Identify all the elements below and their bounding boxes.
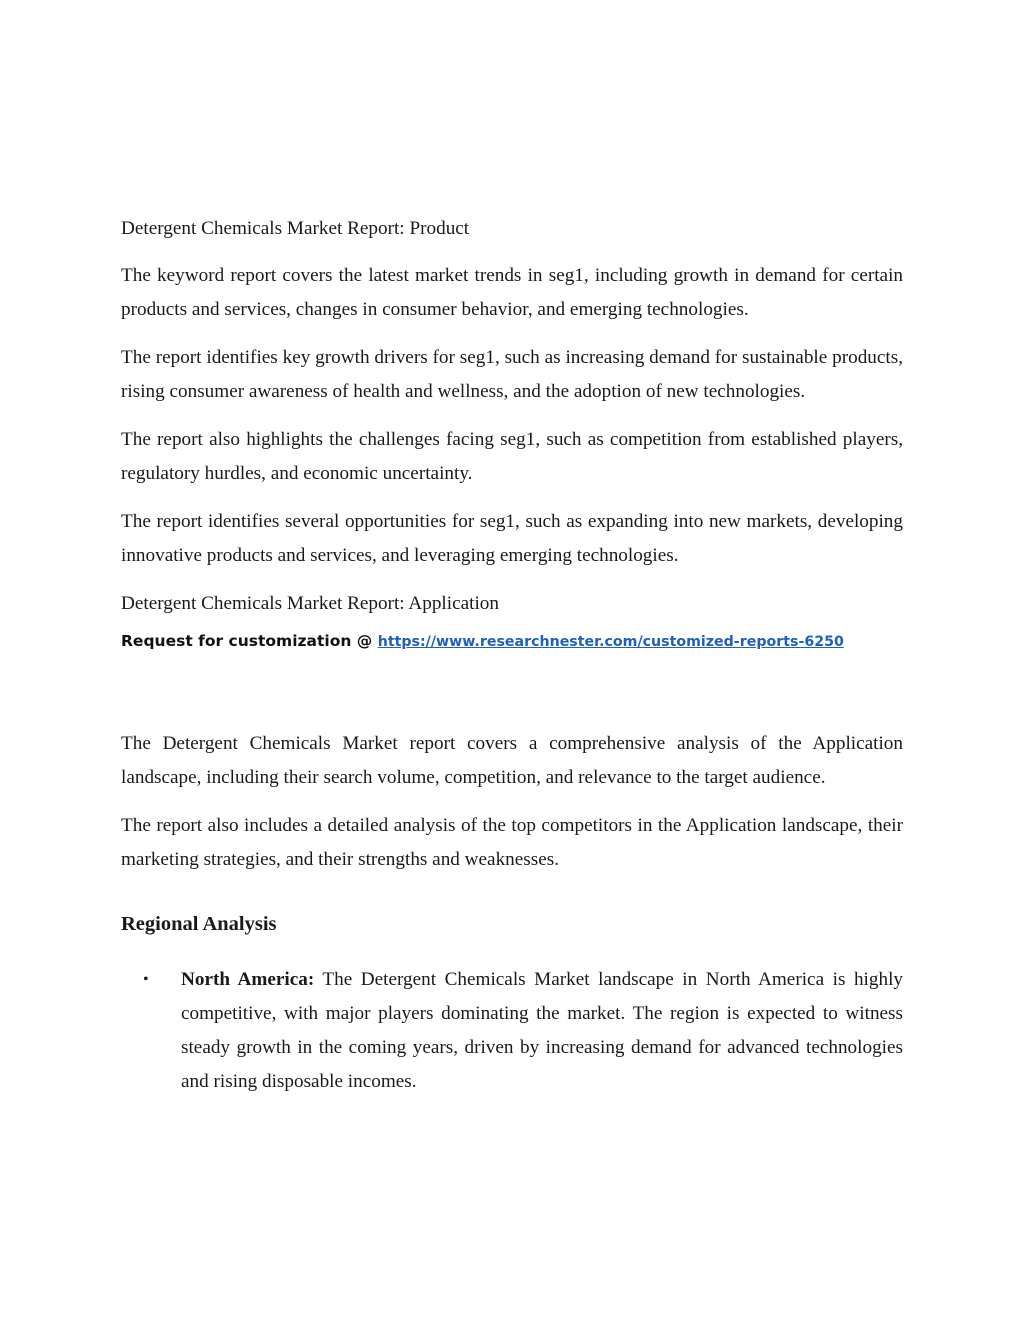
paragraph-growth-drivers: The report identifies key growth drivers for seg1, such as increasing demand for sustainable products, rising consumer awareness of health and wellness, and the adoption of new technologies. bbox=[121, 347, 903, 402]
paragraph-application-analysis: The Detergent Chemicals Market report covers a comprehensive analysis of the Application landscape, including their search volume, competition, and relevance to the target audience. bbox=[121, 733, 903, 788]
paragraph-competitors: The report also includes a detailed analysis of the top competitors in the Application landscape, their marketing strategies, and their strengths and weaknesses. bbox=[121, 815, 903, 870]
request-label: Request for customization @ bbox=[121, 632, 378, 650]
paragraph-trends: The keyword report covers the latest market trends in seg1, including growth in demand for certain products and services, changes in consumer behavior, and emerging technologies. bbox=[121, 265, 903, 320]
paragraph-challenges: The report also highlights the challenges facing seg1, such as competition from established players, regulatory hurdles, and economic uncertainty. bbox=[121, 429, 903, 484]
heading-product: Detergent Chemicals Market Report: Product bbox=[121, 218, 470, 239]
request-customization bbox=[121, 628, 903, 655]
region-name: North America: bbox=[181, 969, 315, 990]
document-page bbox=[121, 212, 903, 1099]
region-text: The Detergent Chemicals Market landscape in North America is highly competitive, with major players dominating the market. The region is expected to witness steady growth in the coming years, driven by increasing demand for advanced technologies and rising disposable incomes. bbox=[181, 969, 904, 1092]
bullet-icon: • bbox=[143, 971, 149, 988]
customization-link[interactable]: https://www.researchnester.com/customized-reports-6250 bbox=[377, 634, 844, 650]
regions-list bbox=[121, 963, 903, 1099]
heading-application: Detergent Chemicals Market Report: Application bbox=[121, 593, 499, 614]
list-item bbox=[121, 963, 903, 1099]
paragraph-opportunities: The report identifies several opportunities for seg1, such as expanding into new markets, developing innovative products and services, and leveraging emerging technologies. bbox=[121, 511, 903, 566]
regional-analysis-heading: Regional Analysis bbox=[121, 913, 277, 935]
